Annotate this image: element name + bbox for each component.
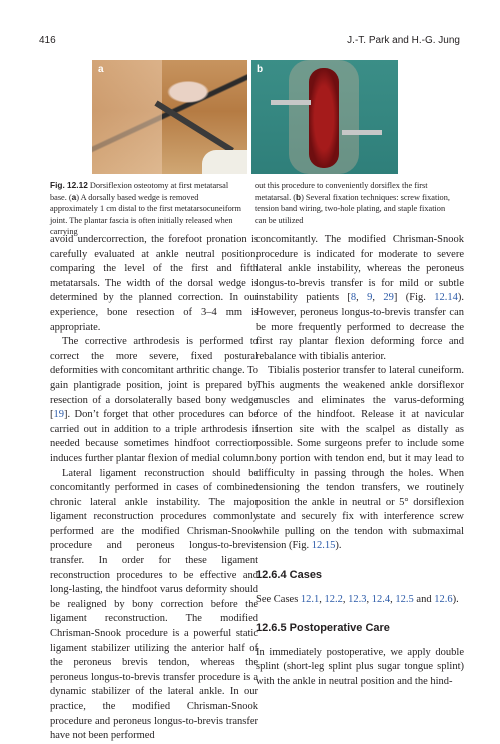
right-column [256,233,464,690]
text-run: ). However, peroneus longus-to-brevis transfer can be more frequently performed to decrease the first ray plantar flexion deforming force and rebalance with tibialis anterior. [256,292,465,362]
figure-caption-right [255,180,453,226]
citation-link[interactable]: 12.15 [311,540,336,552]
text-run: The corrective arthrodesis is performed to correct the more severe, fixed postural deformities with concomitant arthritic change. To gain plantigrade position, joint is prepared by resection of a dorsolaterally based bony wedge [ [50,336,258,421]
text-run: Dorsiflexion osteotomy at first metatarsal base. ( [50,181,229,202]
paragraph [256,593,464,608]
text-run: ). [335,540,342,552]
text-run: and [413,593,435,605]
citation-link[interactable]: 8 [350,292,357,304]
paragraph [50,335,258,466]
text-run: ) Several fixation techniques: screw fixation, tension band wiring, two-hole plating, and staple fixation can be utilized [255,192,450,225]
text-run: , [390,593,396,605]
citation-link[interactable]: 12.14 [434,292,458,304]
section-heading-cases: 12.6.4 Cases [256,569,323,582]
text-run: a [71,191,77,202]
text-run: , [372,292,384,304]
figure-panel-a-photo [92,60,247,174]
paragraph [50,233,258,335]
text-run: , [342,593,349,605]
text-run: See Cases [256,593,301,605]
text-run: ) A dorsally based wedge is removed approximately 1 cm distal to the first metatarsocuneiform joint. The plantar fascia is often initially released when carrying [50,192,242,236]
page-number: 416 [39,35,56,46]
citation-link[interactable]: 12.3 [348,593,367,605]
text-run: Lateral ligament reconstruction should be concomitantly performed in cases of combined chronic lateral ankle instability. The major ligament reconstruction procedures commonly performed are the modified Chrisman-Snook procedure and peroneus longus-to-brevis transfer. In order for these ligament reconstruction procedures to be effective and long-lasting, the hindfoot varus deformity should be realigned by bony correction before the ligament reconstruction. The modified Chrisman-Snook procedure is a powerful static ligament stabilizer utilizing the anterior half of the peroneus brevis tendon, whereas the peroneus longus-to-brevis transfer procedure is a dynamic stabilizer of the lateral ankle. In our practice, the modified Chrisman-Snook procedure and peroneus longus-to-brevis transfer have not been performed [50,467,258,742]
text-run: , [356,292,368,304]
citation-link[interactable]: 12.2 [324,593,343,605]
paragraph [50,467,258,744]
text-run: avoid undercorrection, the forefoot pronation is carefully evaluated at ankle neutral position, comparing the level of the first and fifth metatarsals. The width of the dorsal wedge is determined by the planned correction. In our experience, bone resection of 3–4 mm is appropriate. [50,234,258,333]
left-column [50,233,258,744]
citation-link[interactable]: 12.6 [434,593,453,605]
citation-link[interactable]: 12.4 [371,593,391,605]
citation-link[interactable]: 12.1 [300,593,320,605]
text-run: Tibialis posterior transfer to lateral cuneiform. This augments the weakened ankle dorsiflexor muscles and eliminates the varus-deforming force of the hindfoot. Release it at navicular insertion site with the scalpel as distally as possible. Some surgeons prefer to include some bony portion with tendon end, but it may lead to difficulty in passing through the holes. When tensioning the tendon transfers, we routinely position the ankle in neutral or 5° dorsiflexion state and securely fix with interference screw while pulling on the tendon with submaximal tension (Fig. [256,365,464,552]
paragraph [256,364,464,554]
text-run: Fig. 12.12 [50,180,88,190]
text-run: ). [452,593,459,605]
text-run: b [296,191,302,202]
text-run: ] (Fig. [393,292,435,304]
text-run: out this procedure to conveniently dorsiflex the first metatarsal. ( [255,181,428,202]
figure-panel-a-label: a [98,64,104,75]
text-run: ]. Don’t forget that other procedures can be carried out in addition to a triple arthrodesis if needed because sometimes hindfoot correction induces further plantar flexion of medial column. [50,409,258,464]
section-heading-postoperative-care: 12.6.5 Postoperative Care [256,622,390,635]
text-run: , [366,593,372,605]
text-run: concomitantly. The modified Chrisman-Snook procedure is indicated for moderate to severe lateral ankle instability, whereas the peroneus longus-to-brevis transfer is for mild or subtle instability patients [ [256,234,464,304]
running-header-authors: J.-T. Park and H.-G. Jung [347,35,460,46]
figure-panel-b-label: b [257,64,264,75]
figure-caption-left [50,180,245,238]
figure-panel-b-photo [251,60,398,174]
citation-link[interactable]: 12.5 [395,593,414,605]
citation-link[interactable]: 29 [383,292,394,304]
text-run: , [319,593,325,605]
citation-link[interactable]: 19 [53,409,64,421]
text-run: In immediately postoperative, we apply double splint (short-leg splint plus sugar tongue splint) with the ankle in neutral position and the hind- [256,646,464,688]
paragraph [256,646,464,690]
citation-link[interactable]: 9 [367,292,373,304]
paragraph [256,233,464,364]
